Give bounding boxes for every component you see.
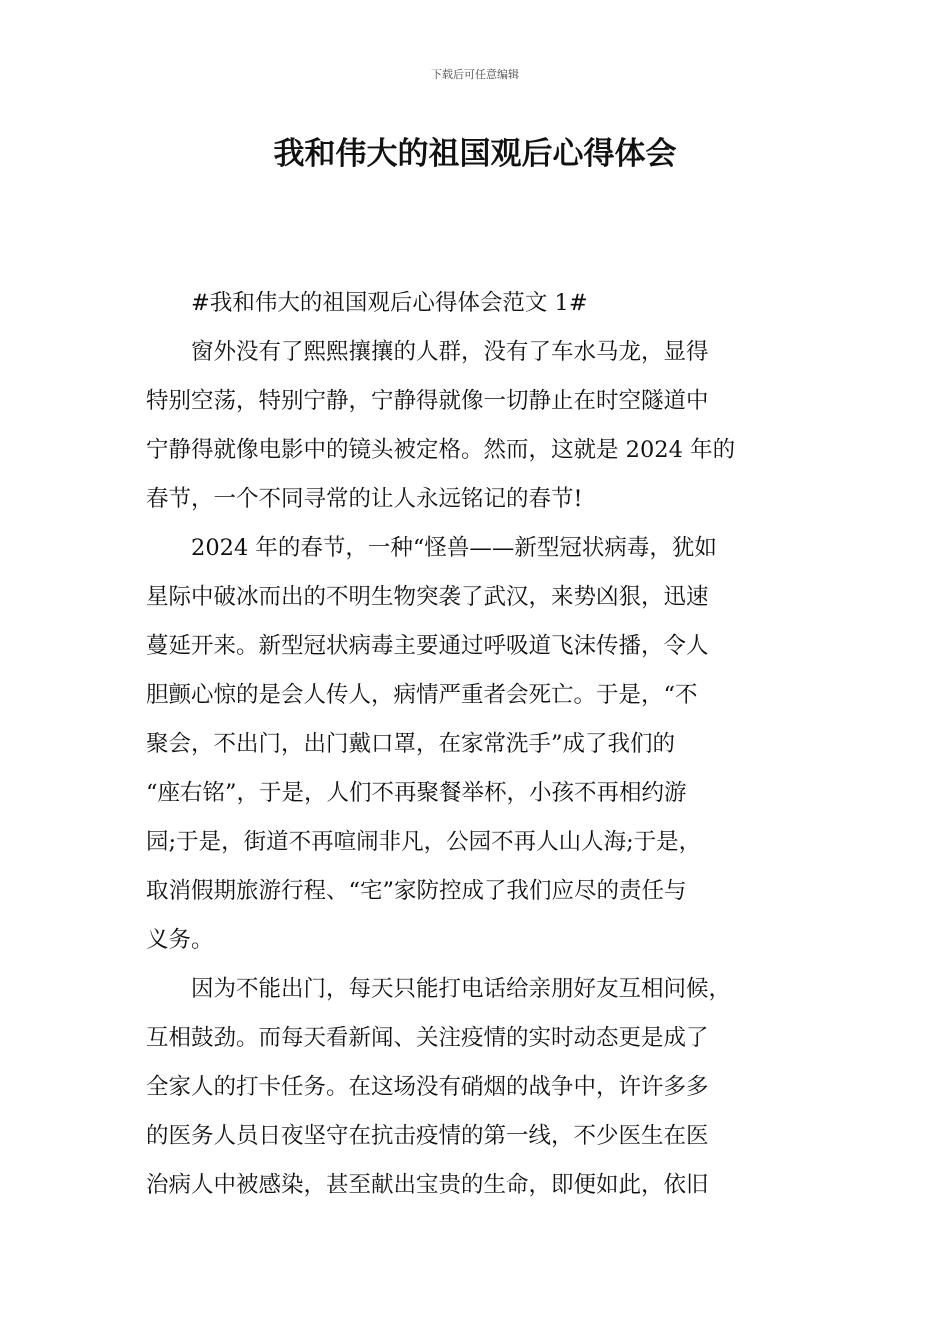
paragraph: 窗外没有了熙熙攘攘的人群，没有了车水马龙，显得 特别空荡，特别宁静，宁静得就像一切静止在时空隧道中 宁静得就像电影中的镜头被定格。然而，这就是 2024 年的 春节，一个不同寻常的让人永远铭记的春节! [146, 339, 736, 512]
document-title: 我和伟大的祖国观后心得体会 [273, 136, 677, 172]
section-heading: #我和伟大的祖国观后心得体会范文 1# [191, 290, 588, 316]
document-body [146, 279, 811, 1210]
header-note: 下载后可任意编辑 [431, 68, 519, 81]
paragraph: 2024 年的春节，一种“怪兽——新型冠状病毒，犹如 星际中破冰而出的不明生物突袭了武汉，来势凶狠，迅速 蔓延开来。新型冠状病毒主要通过呼吸道飞沫传播，令人 胆颤心惊的是会人传人，病情严重者会死亡。于是，“不 聚会，不出门，出门戴口罩，在家常洗手”成了我们的 “座右铭”，于是，人们不再聚餐举杯，小孩不再相约游 园;于是，街道不再喧闹非凡，公园不再人山人海;于是， 取消假期旅游行程、“宅”家防控成了我们应尽的责任与 义务。 [146, 535, 717, 953]
paragraph: 因为不能出门，每天只能打电话给亲朋好友互相问候， 互相鼓劲。而每天看新闻、关注疫情的实时动态更是成了 全家人的打卡任务。在这场没有硝烟的战争中，许许多多 的医务人员日夜坚守在抗击疫情的第一线，不少医生在医 治病人中被感染，甚至献出宝贵的生命，即便如此，依旧 [146, 976, 732, 1198]
